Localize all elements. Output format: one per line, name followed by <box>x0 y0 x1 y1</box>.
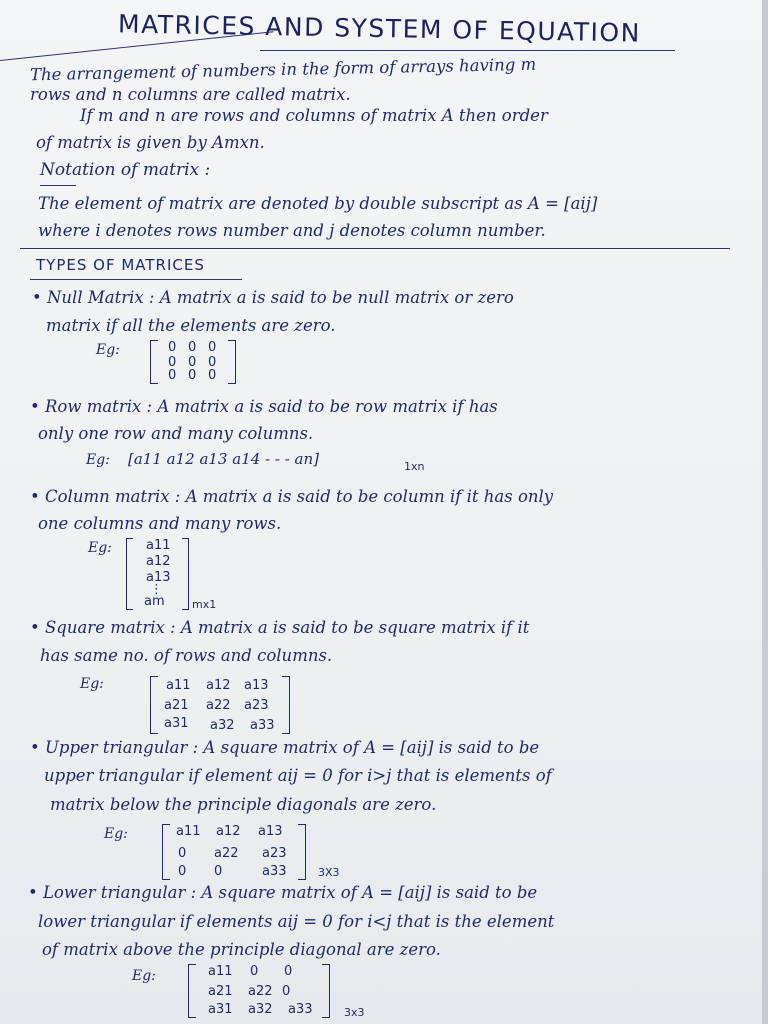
matrix-cell: a22 <box>248 984 273 999</box>
matrix-cell: 0 <box>214 864 223 879</box>
null-matrix-eg: Eg: <box>96 342 120 358</box>
matrix-cell: ⋮ <box>150 582 163 597</box>
types-heading: TYPES OF MATRICES <box>36 256 205 274</box>
lower-triangular-line-1: • Lower triangular : A square matrix of A = [aij] is said to be <box>28 883 538 902</box>
matrix-cell: a33 <box>288 1002 313 1017</box>
intro-line-1: The arrangement of numbers in the form of arrays having m <box>29 54 537 85</box>
null-matrix-line-1: • Null Matrix : A matrix a is said to be null matrix or zero <box>32 288 514 307</box>
upper-triangular-line-2: upper triangular if element aij = 0 for i>j that is elements of <box>44 766 552 785</box>
lower-triangular-order: 3x3 <box>344 1006 365 1019</box>
square-matrix-eg: Eg: <box>80 676 104 692</box>
matrix-cell: 0 <box>250 964 259 979</box>
matrix-cell: a12 <box>216 824 241 839</box>
upper-triangular-bracket-left <box>162 824 170 880</box>
null-matrix-bracket-left <box>150 340 158 384</box>
matrix-cell: 0 <box>188 368 197 383</box>
upper-triangular-line-3: matrix below the principle diagonals are zero. <box>50 795 437 814</box>
matrix-cell: 0 <box>188 340 197 355</box>
square-matrix-line-2: has same no. of rows and columns. <box>40 646 333 665</box>
column-matrix-eg: Eg: <box>88 540 112 556</box>
intro-line-2: rows and n columns are called matrix. <box>30 85 351 104</box>
lower-triangular-bracket-left <box>188 964 196 1018</box>
null-matrix-line-2: matrix if all the elements are zero. <box>46 316 336 335</box>
types-underline <box>30 279 242 280</box>
matrix-cell: 0 <box>168 340 177 355</box>
row-matrix-eg: Eg: <box>86 452 110 468</box>
page-edge-shadow <box>762 0 768 1024</box>
matrix-cell: 0 <box>168 368 177 383</box>
section-divider <box>20 248 730 249</box>
notation-underline <box>40 185 76 186</box>
matrix-cell: a31 <box>164 716 189 731</box>
matrix-cell: a12 <box>146 554 171 569</box>
column-matrix-bracket-left <box>126 538 133 610</box>
matrix-cell: a21 <box>208 984 233 999</box>
column-matrix-bracket-right <box>182 538 189 610</box>
square-matrix-line-1: • Square matrix : A matrix a is said to be square matrix if it <box>30 618 530 637</box>
null-matrix-bracket-right <box>228 340 236 384</box>
matrix-cell: a11 <box>208 964 233 979</box>
matrix-cell: 0 <box>282 984 291 999</box>
column-matrix-line-1: • Column matrix : A matrix a is said to be column if it has only <box>30 487 554 506</box>
matrix-cell: a13 <box>244 678 269 693</box>
intro-line-3: If m and n are rows and columns of matrix A then order <box>80 106 548 125</box>
upper-triangular-bracket-right <box>298 824 306 880</box>
lower-triangular-eg: Eg: <box>132 968 156 984</box>
matrix-cell: am <box>144 594 165 609</box>
column-matrix-order: mx1 <box>192 598 217 611</box>
matrix-cell: a12 <box>206 678 231 693</box>
square-matrix-bracket-left <box>150 676 158 734</box>
matrix-cell: 0 <box>208 355 217 370</box>
intro-line-4: of matrix is given by Amxn. <box>36 133 265 152</box>
matrix-cell: a33 <box>262 864 287 879</box>
matrix-cell: a33 <box>250 718 275 733</box>
notation-line-2: where i denotes rows number and j denotes column number. <box>38 221 546 240</box>
upper-triangular-order: 3X3 <box>318 866 340 879</box>
matrix-cell: a22 <box>206 698 231 713</box>
matrix-cell: 0 <box>168 355 177 370</box>
matrix-cell: 0 <box>284 964 293 979</box>
matrix-cell: a11 <box>176 824 201 839</box>
page-title: MATRICES AND SYSTEM OF EQUATION <box>117 9 642 48</box>
row-matrix-line-1: • Row matrix : A matrix a is said to be row matrix if has <box>30 397 498 416</box>
notation-line-1: The element of matrix are denoted by double subscript as A = [aij] <box>38 194 598 213</box>
matrix-cell: 0 <box>178 864 187 879</box>
square-matrix-bracket-right <box>282 676 290 734</box>
matrix-cell: a11 <box>166 678 191 693</box>
notation-heading: Notation of matrix : <box>40 160 211 180</box>
matrix-cell: 0 <box>188 355 197 370</box>
matrix-cell: a13 <box>146 570 171 585</box>
matrix-cell: a13 <box>258 824 283 839</box>
matrix-cell: 0 <box>208 368 217 383</box>
matrix-cell: a32 <box>210 718 235 733</box>
matrix-cell: a22 <box>214 846 239 861</box>
lower-triangular-line-3: of matrix above the principle diagonal are zero. <box>42 940 441 959</box>
matrix-cell: a32 <box>248 1002 273 1017</box>
matrix-cell: a23 <box>244 698 269 713</box>
upper-triangular-line-1: • Upper triangular : A square matrix of A = [aij] is said to be <box>30 738 540 757</box>
row-matrix-expression: [a11 a12 a13 a14 - - - an] <box>128 450 320 468</box>
upper-triangular-eg: Eg: <box>104 826 128 842</box>
column-matrix-line-2: one columns and many rows. <box>38 514 282 533</box>
title-underline-2 <box>260 50 675 51</box>
row-matrix-order: 1xn <box>404 460 425 473</box>
matrix-cell: a23 <box>262 846 287 861</box>
matrix-cell: a21 <box>164 698 189 713</box>
matrix-cell: a11 <box>146 538 171 553</box>
matrix-cell: a31 <box>208 1002 233 1017</box>
matrix-cell: 0 <box>178 846 187 861</box>
row-matrix-line-2: only one row and many columns. <box>38 424 314 443</box>
matrix-cell: 0 <box>208 340 217 355</box>
lower-triangular-bracket-right <box>322 964 330 1018</box>
lower-triangular-line-2: lower triangular if elements aij = 0 for i<j that is the element <box>38 912 555 931</box>
